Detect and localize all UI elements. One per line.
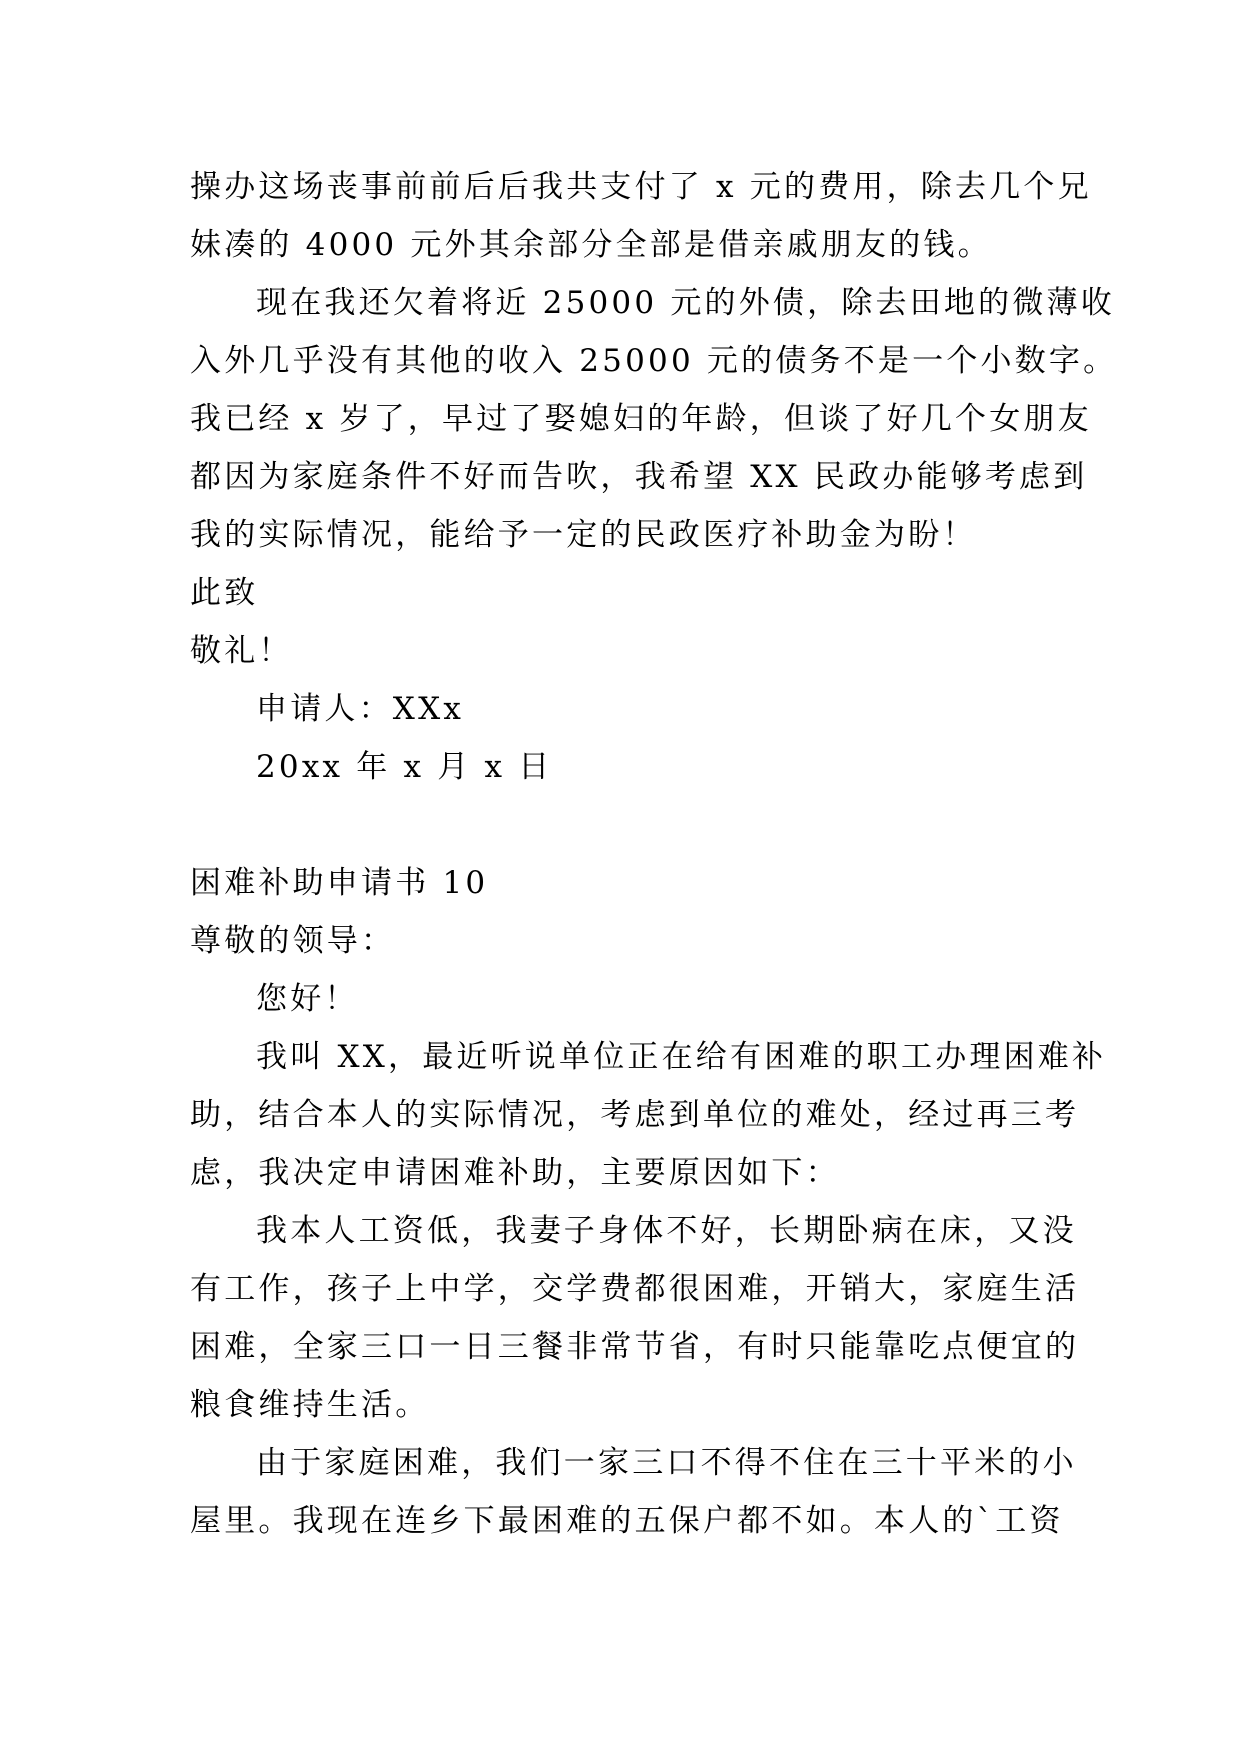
paragraph-line: 困难，全家三口一日三餐非常节省，有时只能靠吃点便宜的 bbox=[190, 1329, 1080, 1365]
section-title: 困难补助申请书 10 bbox=[190, 865, 489, 901]
paragraph-line: 有工作，孩子上中学，交学费都很困难，开销大，家庭生活 bbox=[190, 1271, 1080, 1307]
paragraph-line: 助，结合本人的实际情况，考虑到单位的难处，经过再三考 bbox=[190, 1097, 1080, 1133]
applicant-signature: 申请人：XXx bbox=[256, 691, 465, 727]
letter-salutation: 尊敬的领导： bbox=[190, 923, 396, 959]
paragraph-line: 妹凑的 4000 元外其余部分全部是借亲戚朋友的钱。 bbox=[190, 227, 992, 263]
paragraph-line: 都因为家庭条件不好而告吹，我希望 XX 民政办能够考虑到 bbox=[190, 459, 1088, 495]
paragraph-line: 现在我还欠着将近 25000 元的外债，除去田地的微薄收 bbox=[256, 285, 1115, 321]
paragraph-line: 我叫 XX，最近听说单位正在给有困难的职工办理困难补 bbox=[256, 1039, 1107, 1075]
paragraph-line: 我本人工资低，我妻子身体不好，长期卧病在床，又没 bbox=[256, 1213, 1077, 1249]
closing-salutation: 此致 bbox=[190, 575, 259, 611]
closing-respect: 敬礼！ bbox=[190, 633, 293, 669]
paragraph-line: 由于家庭困难，我们一家三口不得不住在三十平米的小 bbox=[256, 1445, 1077, 1481]
paragraph-line: 粮食维持生活。 bbox=[190, 1387, 430, 1423]
paragraph-line: 操办这场丧事前前后后我共支付了 x 元的费用，除去几个兄 bbox=[190, 169, 1092, 205]
paragraph-line: 入外几乎没有其他的收入 25000 元的债务不是一个小数字。 bbox=[190, 343, 1118, 379]
paragraph-line: 我的实际情况，能给予一定的民政医疗补助金为盼！ bbox=[190, 517, 977, 553]
paragraph-line: 屋里。我现在连乡下最困难的五保户都不如。本人的`工资 bbox=[190, 1503, 1064, 1539]
signature-date: 20xx 年 x 月 x 日 bbox=[256, 749, 553, 785]
paragraph-line: 虑，我决定申请困难补助，主要原因如下： bbox=[190, 1155, 840, 1191]
letter-greeting: 您好！ bbox=[256, 981, 359, 1017]
paragraph-line: 我已经 x 岁了，早过了娶媳妇的年龄，但谈了好几个女朋友 bbox=[190, 401, 1092, 437]
